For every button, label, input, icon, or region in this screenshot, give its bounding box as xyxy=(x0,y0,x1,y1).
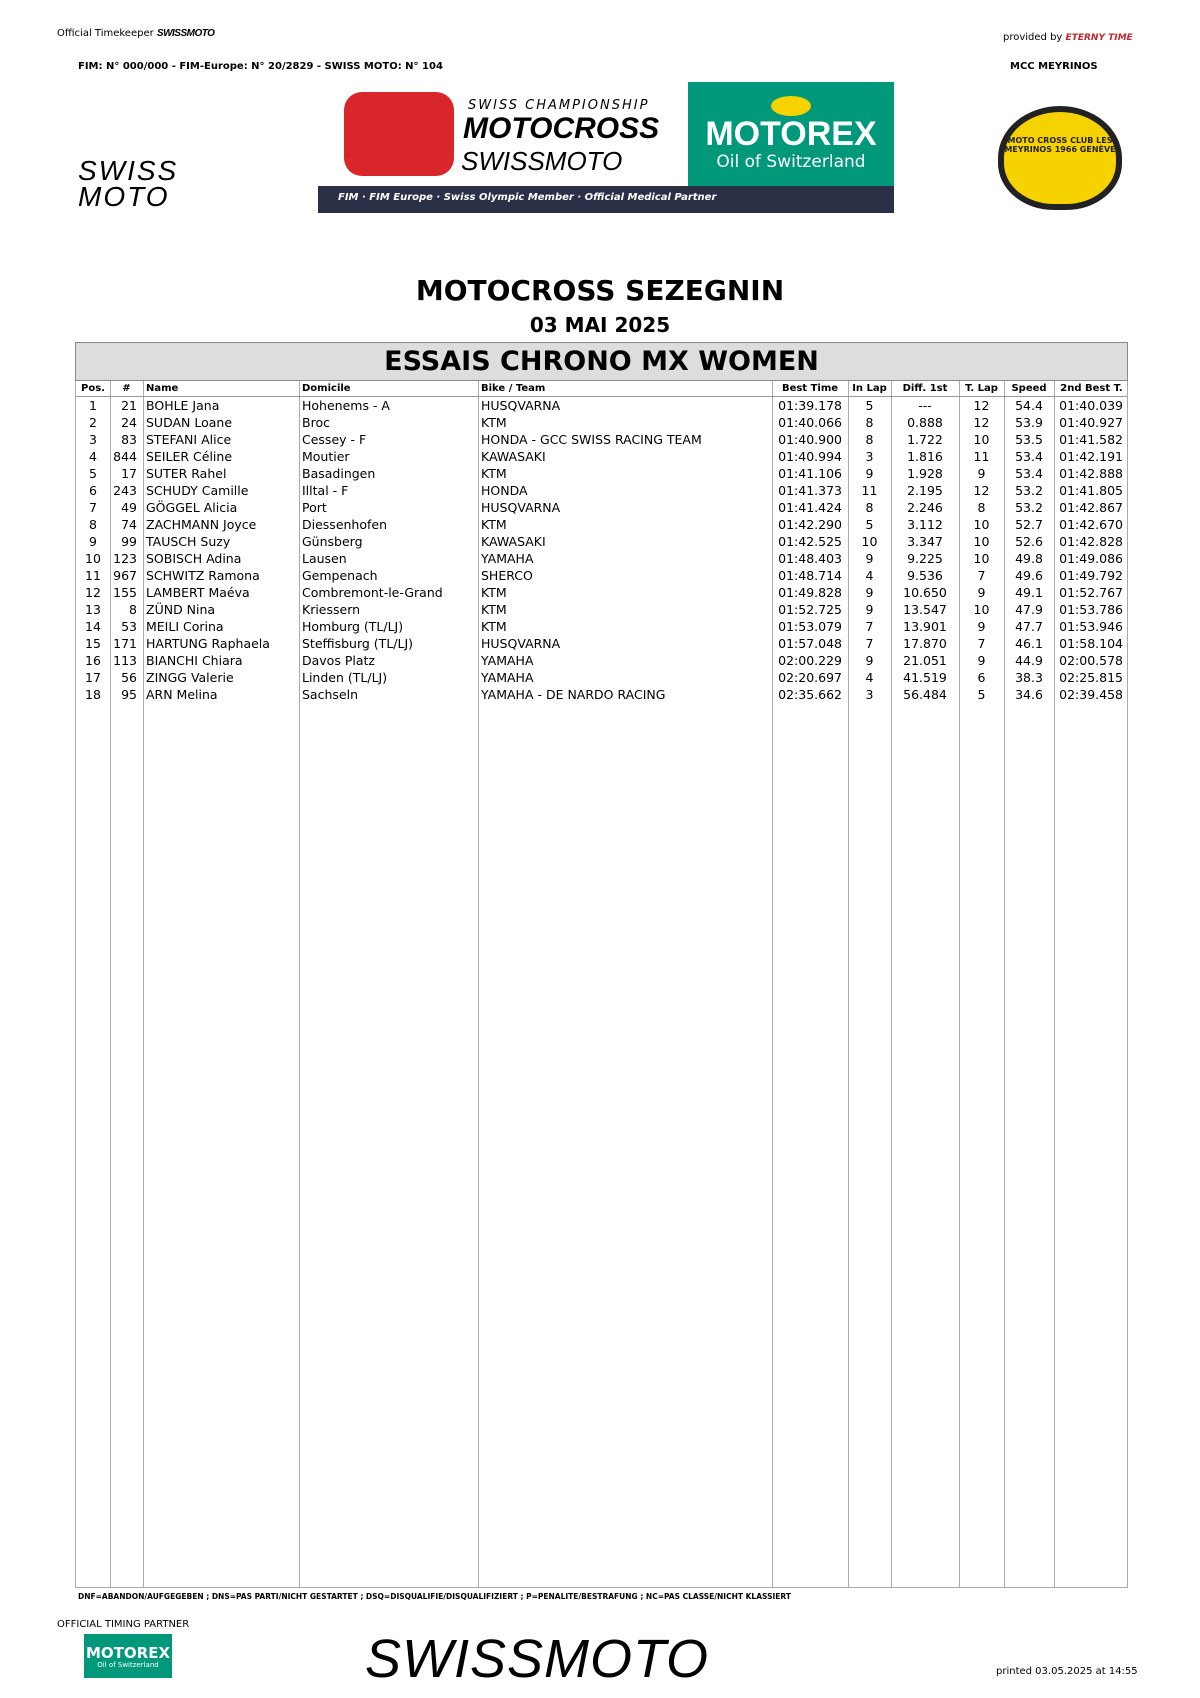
header-second-best-time: 2nd Best T. xyxy=(1060,383,1123,394)
cell-number: 243 xyxy=(113,483,137,498)
table-row xyxy=(76,397,1127,414)
cell-total-laps: 10 xyxy=(973,602,990,617)
cell-total-laps: 12 xyxy=(973,483,990,498)
cell-total-laps: 12 xyxy=(973,398,990,413)
partner-motorex-logo xyxy=(84,1634,172,1678)
cell-pos: 13 xyxy=(85,602,101,617)
cell-number: 21 xyxy=(121,398,137,413)
cell-in-lap: 9 xyxy=(865,585,874,600)
table-row xyxy=(76,465,1127,482)
cell-name: LAMBERT Maéva xyxy=(146,585,250,600)
cell-speed: 53.2 xyxy=(1015,500,1043,515)
cell-total-laps: 7 xyxy=(977,636,986,651)
cell-second-best-time: 01:42.670 xyxy=(1059,517,1123,532)
header-domicile: Domicile xyxy=(302,383,351,394)
table-row xyxy=(76,516,1127,533)
cell-in-lap: 10 xyxy=(861,534,878,549)
cell-diff-1st: 1.722 xyxy=(907,432,943,447)
cell-domicile: Illtal - F xyxy=(302,483,349,498)
cell-pos: 12 xyxy=(85,585,101,600)
cell-domicile: Steffisburg (TL/LJ) xyxy=(302,636,414,651)
cell-number: 123 xyxy=(113,551,137,566)
cell-domicile: Sachseln xyxy=(302,687,358,702)
cell-domicile: Lausen xyxy=(302,551,347,566)
partners-strip: FIM · FIM Europe · Swiss Olympic Member · Official Medical Partner xyxy=(318,186,894,213)
cell-number: 113 xyxy=(113,653,137,668)
cell-pos: 5 xyxy=(89,466,97,481)
partner-logo-tag: Oil of Switzerland xyxy=(97,1661,159,1669)
cell-second-best-time: 01:53.786 xyxy=(1059,602,1123,617)
cell-bike-team: KTM xyxy=(481,415,507,430)
cell-bike-team: KTM xyxy=(481,517,507,532)
cell-best-time: 02:35.662 xyxy=(778,687,842,702)
cell-total-laps: 9 xyxy=(977,619,986,634)
club-logo xyxy=(998,106,1122,210)
cell-diff-1st: 2.195 xyxy=(907,483,943,498)
cell-number: 844 xyxy=(113,449,137,464)
cell-name: SCHWITZ Ramona xyxy=(146,568,260,583)
cell-in-lap: 5 xyxy=(865,398,874,413)
cell-number: 17 xyxy=(121,466,137,481)
cell-name: STEFANI Alice xyxy=(146,432,232,447)
cell-total-laps: 10 xyxy=(973,432,990,447)
cell-in-lap: 8 xyxy=(865,500,874,515)
fim-line: FIM: N° 000/000 - FIM-Europe: N° 20/2829 - SWISS MOTO: N° 104 xyxy=(78,61,443,72)
cell-name: ARN Melina xyxy=(146,687,218,702)
cell-total-laps: 10 xyxy=(973,517,990,532)
cell-domicile: Hohenems - A xyxy=(302,398,390,413)
cell-best-time: 01:41.424 xyxy=(778,500,842,515)
cell-domicile: Günsberg xyxy=(302,534,363,549)
swissmoto-small-logo: SWISSMOTO xyxy=(156,28,215,39)
cell-number: 99 xyxy=(121,534,137,549)
cell-best-time: 02:00.229 xyxy=(778,653,842,668)
cell-number: 24 xyxy=(121,415,137,430)
cell-number: 74 xyxy=(121,517,137,532)
cell-pos: 2 xyxy=(89,415,97,430)
eterny-time-logo: ETERNY TIME xyxy=(1065,33,1133,43)
cell-bike-team: HUSQVARNA xyxy=(481,500,561,515)
event-date: 03 MAI 2025 xyxy=(529,313,671,337)
cell-in-lap: 8 xyxy=(865,432,874,447)
cell-number: 155 xyxy=(113,585,137,600)
cell-name: ZACHMANN Joyce xyxy=(146,517,257,532)
cell-best-time: 01:42.290 xyxy=(778,517,842,532)
cell-name: ZÜND Nina xyxy=(146,602,216,617)
timing-partner-label: OFFICIAL TIMING PARTNER xyxy=(57,1619,190,1630)
cell-name: SUTER Rahel xyxy=(146,466,227,481)
cell-diff-1st: 21.051 xyxy=(903,653,947,668)
cell-number: 967 xyxy=(113,568,137,583)
cell-bike-team: HONDA xyxy=(481,483,528,498)
cell-best-time: 01:52.725 xyxy=(778,602,842,617)
cell-speed: 47.9 xyxy=(1015,602,1043,617)
cell-bike-team: HONDA - GCC SWISS RACING TEAM xyxy=(481,432,702,447)
results-table xyxy=(75,381,1128,1588)
cell-speed: 53.9 xyxy=(1015,415,1043,430)
header-speed: Speed xyxy=(1011,383,1047,394)
club-name: MCC MEYRINOS xyxy=(1010,61,1098,72)
cell-name: HARTUNG Raphaela xyxy=(146,636,270,651)
cell-in-lap: 4 xyxy=(865,670,874,685)
printed-timestamp: printed 03.05.2025 at 14:55 xyxy=(996,1666,1138,1677)
table-row xyxy=(76,686,1127,703)
cell-number: 8 xyxy=(129,602,137,617)
cell-diff-1st: --- xyxy=(918,398,932,413)
cell-domicile: Combremont-le-Grand xyxy=(302,585,443,600)
table-row xyxy=(76,567,1127,584)
cell-best-time: 01:41.106 xyxy=(778,466,842,481)
banner-championship: SWISS CHAMPIONSHIP xyxy=(468,98,650,113)
cell-in-lap: 3 xyxy=(865,449,874,464)
cell-best-time: 02:20.697 xyxy=(778,670,842,685)
cell-second-best-time: 02:25.815 xyxy=(1059,670,1123,685)
cell-domicile: Broc xyxy=(302,415,330,430)
cell-name: GÖGGEL Alicia xyxy=(146,500,238,515)
cell-bike-team: HUSQVARNA xyxy=(481,398,561,413)
cell-bike-team: KTM xyxy=(481,619,507,634)
cell-pos: 10 xyxy=(85,551,101,566)
cell-second-best-time: 01:40.039 xyxy=(1059,398,1123,413)
table-row xyxy=(76,652,1127,669)
cell-speed: 38.3 xyxy=(1015,670,1043,685)
banner-swissmoto: SWISSMOTO xyxy=(461,146,623,176)
cell-domicile: Kriessern xyxy=(302,602,361,617)
cell-pos: 16 xyxy=(85,653,101,668)
cell-second-best-time: 01:53.946 xyxy=(1059,619,1123,634)
cell-pos: 17 xyxy=(85,670,101,685)
cell-diff-1st: 13.901 xyxy=(903,619,947,634)
cell-number: 49 xyxy=(121,500,137,515)
cell-speed: 52.7 xyxy=(1015,517,1043,532)
cell-bike-team: YAMAHA xyxy=(481,670,534,685)
header-name: Name xyxy=(146,383,179,394)
partner-logo-text: MOTOREX xyxy=(85,1644,171,1662)
cell-diff-1st: 1.928 xyxy=(907,466,943,481)
cell-speed: 47.7 xyxy=(1015,619,1043,634)
cell-total-laps: 9 xyxy=(977,653,986,668)
cell-in-lap: 9 xyxy=(865,466,874,481)
cell-best-time: 01:53.079 xyxy=(778,619,842,634)
cell-diff-1st: 3.112 xyxy=(907,517,943,532)
cell-total-laps: 12 xyxy=(973,415,990,430)
table-row xyxy=(76,482,1127,499)
cell-diff-1st: 9.536 xyxy=(907,568,943,583)
cell-speed: 49.6 xyxy=(1015,568,1043,583)
cell-name: SCHUDY Camille xyxy=(146,483,249,498)
cell-bike-team: KAWASAKI xyxy=(481,449,546,464)
cell-name: SEILER Céline xyxy=(146,449,233,464)
motorex-logo xyxy=(688,82,894,186)
cell-in-lap: 7 xyxy=(865,619,874,634)
cell-in-lap: 9 xyxy=(865,602,874,617)
cell-diff-1st: 9.225 xyxy=(907,551,943,566)
table-row xyxy=(76,414,1127,431)
cell-bike-team: HUSQVARNA xyxy=(481,636,561,651)
cell-speed: 44.9 xyxy=(1015,653,1043,668)
cell-name: MEILI Corina xyxy=(146,619,224,634)
cell-diff-1st: 13.547 xyxy=(903,602,947,617)
cell-best-time: 01:41.373 xyxy=(778,483,842,498)
cell-bike-team: KAWASAKI xyxy=(481,534,546,549)
cell-second-best-time: 01:49.792 xyxy=(1059,568,1123,583)
cell-bike-team: KTM xyxy=(481,585,507,600)
cell-speed: 53.4 xyxy=(1015,449,1043,464)
championship-banner xyxy=(318,82,894,213)
cell-pos: 8 xyxy=(89,517,97,532)
cell-total-laps: 6 xyxy=(977,670,986,685)
table-header xyxy=(76,381,1127,397)
cell-speed: 52.6 xyxy=(1015,534,1043,549)
cell-number: 56 xyxy=(121,670,137,685)
cell-in-lap: 8 xyxy=(865,415,874,430)
cell-bike-team: YAMAHA xyxy=(481,653,534,668)
cell-bike-team: YAMAHA - DE NARDO RACING xyxy=(481,687,666,702)
cell-speed: 34.6 xyxy=(1015,687,1043,702)
cell-pos: 15 xyxy=(85,636,101,651)
cell-in-lap: 4 xyxy=(865,568,874,583)
cell-diff-1st: 41.519 xyxy=(903,670,947,685)
cell-speed: 46.1 xyxy=(1015,636,1043,651)
table-row xyxy=(76,550,1127,567)
table-row xyxy=(76,618,1127,635)
club-logo-text: MOTO CROSS CLUB LES MEYRINOS 1966 GENÈVE xyxy=(1004,136,1116,154)
cell-bike-team: KTM xyxy=(481,602,507,617)
cell-best-time: 01:40.900 xyxy=(778,432,842,447)
cell-second-best-time: 02:39.458 xyxy=(1059,687,1123,702)
cell-best-time: 01:57.048 xyxy=(778,636,842,651)
banner-motocross: MOTOCROSS xyxy=(463,112,660,145)
motocross-championship-logo xyxy=(318,82,688,186)
cell-domicile: Port xyxy=(302,500,327,515)
motorex-text: MOTOREX xyxy=(705,115,877,153)
table-row xyxy=(76,669,1127,686)
cell-name: BOHLE Jana xyxy=(146,398,220,413)
header-bike-team: Bike / Team xyxy=(481,383,546,394)
cell-pos: 3 xyxy=(89,432,97,447)
table-row xyxy=(76,635,1127,652)
cell-pos: 4 xyxy=(89,449,97,464)
cell-in-lap: 9 xyxy=(865,551,874,566)
cell-domicile: Moutier xyxy=(302,449,350,464)
cell-pos: 9 xyxy=(89,534,97,549)
cell-total-laps: 10 xyxy=(973,534,990,549)
cell-total-laps: 5 xyxy=(977,687,986,702)
cell-diff-1st: 17.870 xyxy=(903,636,947,651)
cell-number: 53 xyxy=(121,619,137,634)
cell-pos: 7 xyxy=(89,500,97,515)
table-row xyxy=(76,601,1127,618)
header-total-laps: T. Lap xyxy=(965,383,998,394)
header-in-lap: In Lap xyxy=(852,383,887,394)
cell-domicile: Cessey - F xyxy=(302,432,367,447)
cell-best-time: 01:42.525 xyxy=(778,534,842,549)
table-row xyxy=(76,431,1127,448)
cell-second-best-time: 01:42.888 xyxy=(1059,466,1123,481)
table-row xyxy=(76,584,1127,601)
header-best-time: Best Time xyxy=(781,383,839,394)
cell-speed: 54.4 xyxy=(1015,398,1043,413)
cell-second-best-time: 01:42.828 xyxy=(1059,534,1123,549)
cell-second-best-time: 01:42.867 xyxy=(1059,500,1123,515)
cell-speed: 53.4 xyxy=(1015,466,1043,481)
motocross-rider-icon xyxy=(344,92,454,176)
cell-best-time: 01:39.178 xyxy=(778,398,842,413)
cell-best-time: 01:40.994 xyxy=(778,449,842,464)
cell-domicile: Davos Platz xyxy=(302,653,375,668)
session-title: ESSAIS CHRONO MX WOMEN xyxy=(75,342,1128,381)
event-title: MOTOCROSS SEZEGNIN xyxy=(415,274,785,307)
cell-total-laps: 8 xyxy=(977,500,986,515)
cell-diff-1st: 3.347 xyxy=(907,534,943,549)
timekeeper xyxy=(57,28,214,39)
cell-best-time: 01:48.714 xyxy=(778,568,842,583)
cell-number: 83 xyxy=(121,432,137,447)
cell-total-laps: 9 xyxy=(977,585,986,600)
cell-domicile: Diessenhofen xyxy=(302,517,388,532)
header-pos: Pos. xyxy=(81,383,105,394)
cell-pos: 14 xyxy=(85,619,101,634)
bottom-swissmoto-logo: SWISSMOTO xyxy=(365,1629,710,1689)
cell-number: 95 xyxy=(121,687,137,702)
header-number: # xyxy=(122,383,131,394)
timekeeper-label: Official Timekeeper xyxy=(57,28,154,39)
cell-domicile: Linden (TL/LJ) xyxy=(302,670,388,685)
cell-domicile: Homburg (TL/LJ) xyxy=(302,619,404,634)
cell-second-best-time: 01:42.191 xyxy=(1059,449,1123,464)
cell-speed: 53.2 xyxy=(1015,483,1043,498)
cell-second-best-time: 01:58.104 xyxy=(1059,636,1123,651)
table-row xyxy=(76,533,1127,550)
cell-name: BIANCHI Chiara xyxy=(146,653,243,668)
cell-pos: 18 xyxy=(85,687,101,702)
cell-domicile: Gempenach xyxy=(302,568,378,583)
cell-pos: 1 xyxy=(89,398,97,413)
cell-in-lap: 5 xyxy=(865,517,874,532)
cell-in-lap: 9 xyxy=(865,653,874,668)
cell-in-lap: 7 xyxy=(865,636,874,651)
cell-second-best-time: 01:40.927 xyxy=(1059,415,1123,430)
motorex-tagline: Oil of Switzerland xyxy=(716,152,866,172)
cell-diff-1st: 56.484 xyxy=(903,687,947,702)
cell-speed: 53.5 xyxy=(1015,432,1043,447)
cell-diff-1st: 1.816 xyxy=(907,449,943,464)
cell-total-laps: 7 xyxy=(977,568,986,583)
motorex-swoosh-icon xyxy=(771,96,811,116)
cell-second-best-time: 01:49.086 xyxy=(1059,551,1123,566)
cell-bike-team: KTM xyxy=(481,466,507,481)
cell-diff-1st: 2.246 xyxy=(907,500,943,515)
cell-diff-1st: 0.888 xyxy=(907,415,943,430)
cell-second-best-time: 01:41.805 xyxy=(1059,483,1123,498)
cell-second-best-time: 02:00.578 xyxy=(1059,653,1123,668)
cell-second-best-time: 01:52.767 xyxy=(1059,585,1123,600)
swissmoto-logo: SWISS MOTO xyxy=(78,155,179,212)
provided-by xyxy=(1003,32,1133,43)
cell-number: 171 xyxy=(113,636,137,651)
cell-in-lap: 11 xyxy=(861,483,878,498)
cell-in-lap: 3 xyxy=(865,687,874,702)
cell-speed: 49.8 xyxy=(1015,551,1043,566)
provided-by-label: provided by xyxy=(1003,32,1063,43)
status-legend: DNF=ABANDON/AUFGEGEBEN ; DNS=PAS PARTI/NICHT GESTARTET ; DSQ=DISQUALIFIE/DISQUALIFIZIERT ; P=PENALITE/BESTRAFUNG ; NC=PAS CLASSE/NICHT KLASSIERT xyxy=(78,1592,791,1601)
cell-best-time: 01:48.403 xyxy=(778,551,842,566)
cell-speed: 49.1 xyxy=(1015,585,1043,600)
cell-total-laps: 10 xyxy=(973,551,990,566)
cell-name: SOBISCH Adina xyxy=(146,551,242,566)
cell-total-laps: 9 xyxy=(977,466,986,481)
header-diff-1st: Diff. 1st xyxy=(902,383,948,394)
cell-name: SUDAN Loane xyxy=(146,415,233,430)
cell-name: ZINGG Valerie xyxy=(146,670,234,685)
cell-total-laps: 11 xyxy=(973,449,990,464)
cell-bike-team: YAMAHA xyxy=(481,551,534,566)
cell-second-best-time: 01:41.582 xyxy=(1059,432,1123,447)
cell-diff-1st: 10.650 xyxy=(903,585,947,600)
cell-best-time: 01:49.828 xyxy=(778,585,842,600)
cell-pos: 6 xyxy=(89,483,97,498)
table-row xyxy=(76,499,1127,516)
table-row xyxy=(76,448,1127,465)
cell-domicile: Basadingen xyxy=(302,466,376,481)
cell-name: TAUSCH Suzy xyxy=(146,534,231,549)
cell-pos: 11 xyxy=(85,568,101,583)
cell-bike-team: SHERCO xyxy=(481,568,533,583)
cell-best-time: 01:40.066 xyxy=(778,415,842,430)
